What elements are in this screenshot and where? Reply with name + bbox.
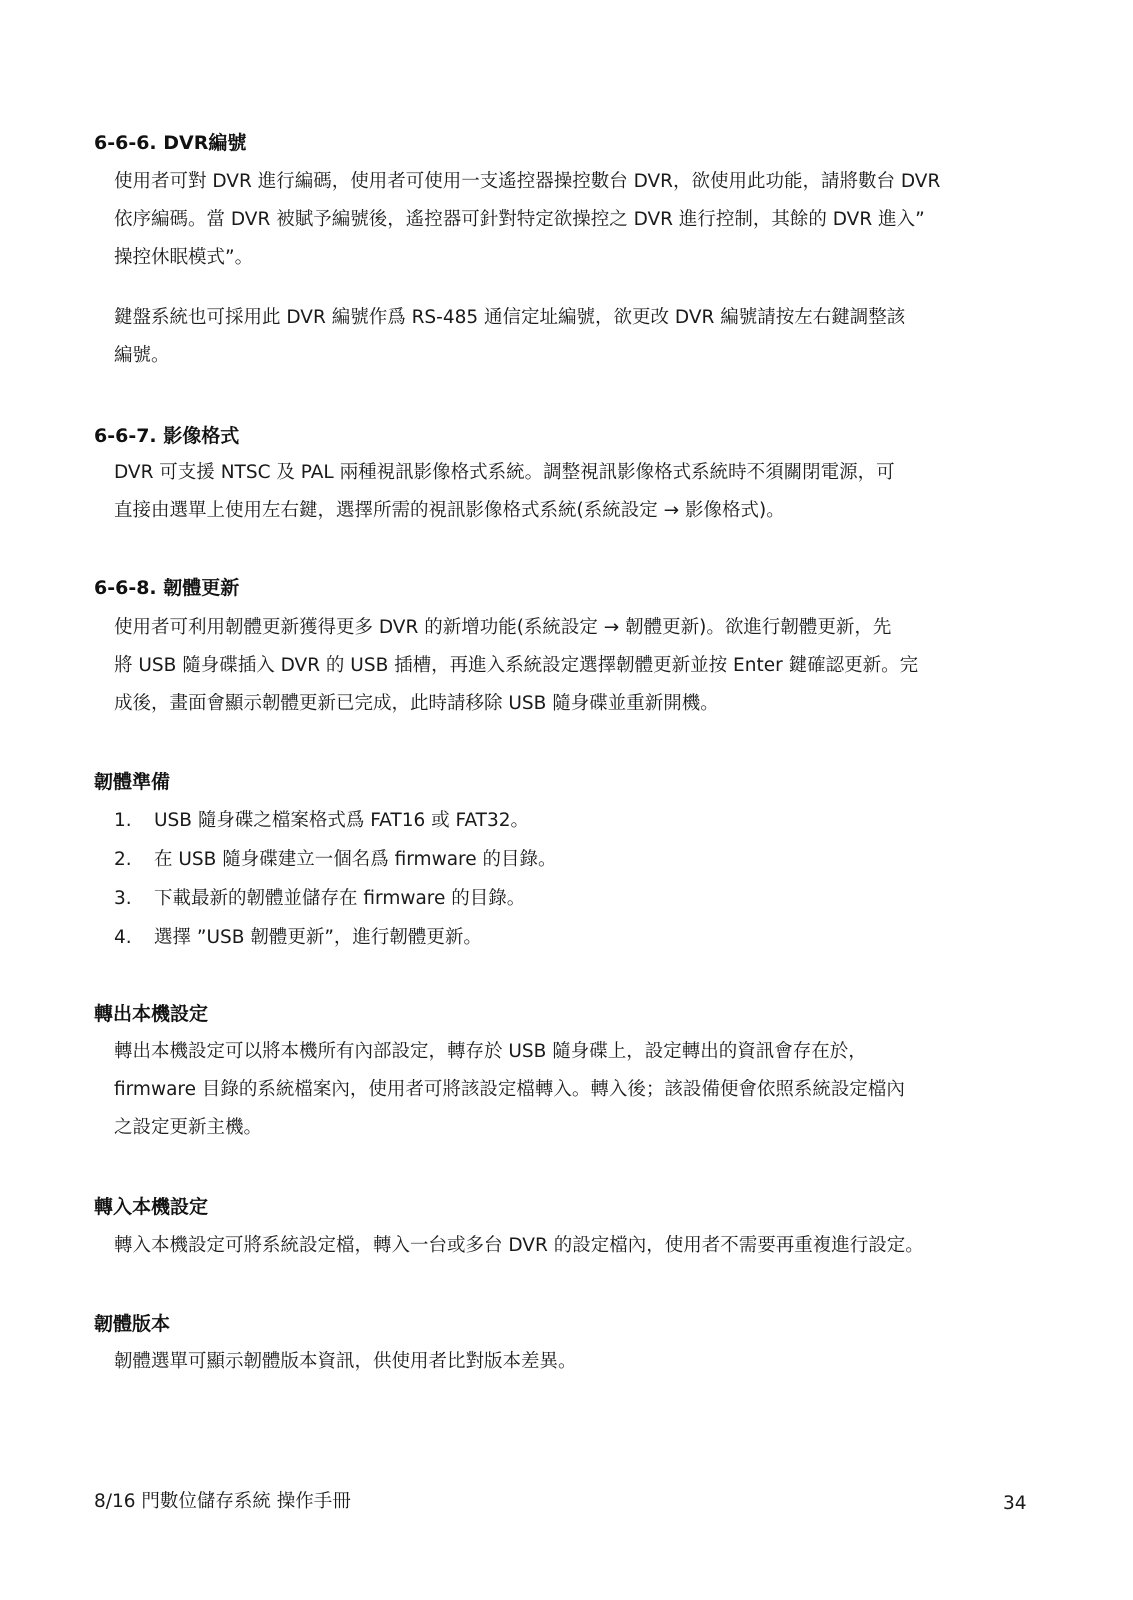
text-line: 轉入本機設定可將系統設定檔，轉入一台或多台 DVR 的設定檔內，使用者不需要再重複進行設定。 — [114, 1235, 924, 1256]
text-line: 依序編碼。當 DVR 被賦予編號後，遙控器可針對特定欲操控之 DVR 進行控制，其餘的 DVR 進入” — [114, 209, 925, 230]
text-line: 之設定更新主機。 — [114, 1117, 263, 1138]
section-heading-video-format: 6-6-7. 影像格式 — [94, 425, 240, 447]
footer-manual-title: 8/16 門數位儲存系統 操作手冊 — [94, 1491, 351, 1512]
text-line: 鍵盤系統也可採用此 DVR 編號作爲 RS-485 通信定址編號，欲更改 DVR 編號請按左右鍵調整該 — [114, 307, 906, 328]
section-heading-dvr-id: 6-6-6. DVR編號 — [94, 132, 247, 154]
paragraph-export-settings — [114, 1033, 1044, 1147]
list-item — [114, 840, 1044, 879]
list-number: 4. — [114, 927, 132, 948]
text-line: 使用者可利用韌體更新獲得更多 DVR 的新增功能(系統設定 → 韌體更新)。欲進行韌體更新，先 — [114, 617, 892, 638]
list-number: 2. — [114, 849, 132, 870]
section-heading-firmware-prep: 韌體準備 — [94, 771, 171, 793]
section-heading-firmware-update: 6-6-8. 韌體更新 — [94, 577, 240, 599]
section-heading-import-settings: 轉入本機設定 — [94, 1196, 209, 1218]
paragraph-dvr-id-1 — [114, 163, 1044, 277]
text-line: 編號。 — [114, 345, 170, 366]
paragraph-video-format — [114, 454, 1044, 530]
text-line: 將 USB 隨身碟插入 DVR 的 USB 插槽，再進入系統設定選擇韌體更新並按 Enter 鍵確認更新。完 — [114, 655, 919, 676]
paragraph-firmware-update — [114, 609, 1044, 723]
section-heading-export-settings: 轉出本機設定 — [94, 1003, 209, 1025]
list-item — [114, 801, 1044, 840]
text-line: 使用者可對 DVR 進行編碼，使用者可使用一支遙控器操控數台 DVR，欲使用此功能，請將數台 DVR — [114, 171, 941, 192]
text-line: firmware 目錄的系統檔案內，使用者可將該設定檔轉入。轉入後；該設備便會依照系統設定檔內 — [114, 1079, 905, 1100]
list-number: 3. — [114, 888, 132, 909]
list-item — [114, 879, 1044, 918]
list-text: 選擇 ”USB 韌體更新”，進行韌體更新。 — [154, 927, 482, 948]
list-text: 在 USB 隨身碟建立一個名爲 firmware 的目錄。 — [154, 849, 557, 870]
paragraph-import-settings — [114, 1227, 1044, 1265]
text-line: 轉出本機設定可以將本機所有內部設定，轉存於 USB 隨身碟上，設定轉出的資訊會存在於， — [114, 1041, 867, 1062]
list-item — [114, 918, 1044, 957]
list-text: USB 隨身碟之檔案格式爲 FAT16 或 FAT32。 — [154, 810, 530, 831]
paragraph-firmware-version — [114, 1343, 1044, 1381]
section-heading-firmware-version: 韌體版本 — [94, 1313, 171, 1335]
footer-page-number: 34 — [1003, 1493, 1027, 1514]
firmware-prep-list — [114, 801, 1044, 957]
text-line: 操控休眠模式”。 — [114, 247, 254, 268]
paragraph-dvr-id-2 — [114, 299, 1044, 375]
text-line: 直接由選單上使用左右鍵，選擇所需的視訊影像格式系統(系統設定 → 影像格式)。 — [114, 500, 785, 521]
text-line: DVR 可支援 NTSC 及 PAL 兩種視訊影像格式系統。調整視訊影像格式系統時不須關閉電源，可 — [114, 462, 895, 483]
text-line: 韌體選單可顯示韌體版本資訊，供使用者比對版本差異。 — [114, 1351, 577, 1372]
list-number: 1. — [114, 810, 132, 831]
list-text: 下載最新的韌體並儲存在 firmware 的目錄。 — [154, 888, 526, 909]
text-line: 成後，畫面會顯示韌體更新已完成，此時請移除 USB 隨身碟並重新開機。 — [114, 693, 719, 714]
